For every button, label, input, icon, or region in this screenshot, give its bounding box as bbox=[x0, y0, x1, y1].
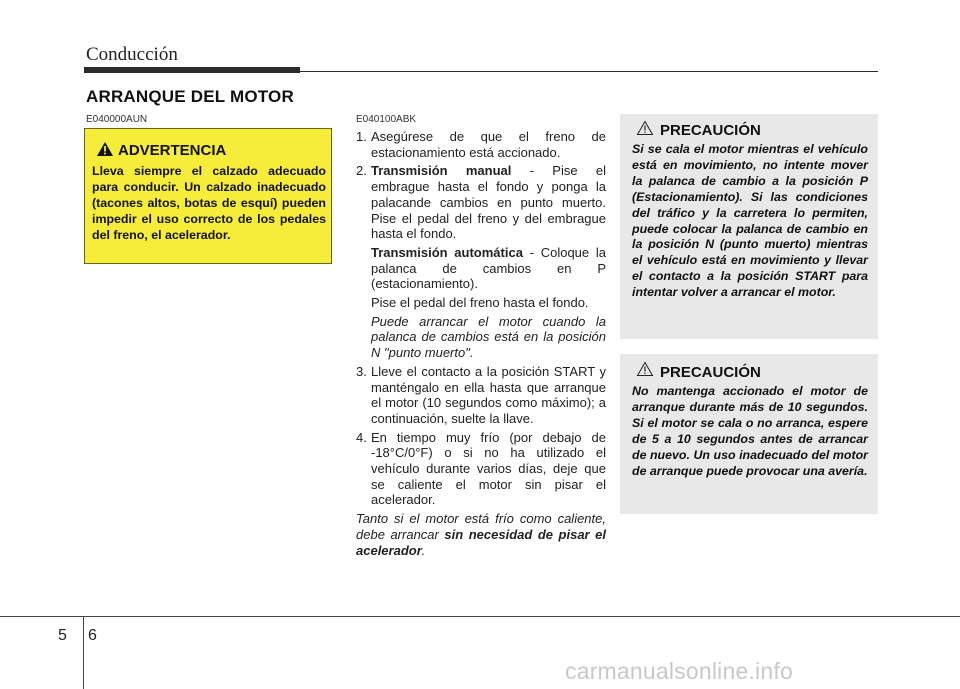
manual-transmission-label: Transmisión manual bbox=[371, 163, 512, 179]
reference-code-left: E040000AUN bbox=[86, 114, 148, 125]
warning-triangle-icon bbox=[96, 141, 114, 157]
step-number: 2. bbox=[356, 163, 367, 179]
reference-code-middle: E040100ABK bbox=[356, 114, 417, 125]
page-number: 6 bbox=[88, 627, 97, 644]
step-2 bbox=[356, 163, 606, 242]
final-note-bold: sin necesidad de pisar el acelerador bbox=[356, 526, 606, 558]
final-note bbox=[356, 511, 606, 558]
caution-body-2: No mantenga accionado el motor de arranque durante más de 10 segundos. Si el motor se cala o no arranca, espere de 5 a 10 segundos antes de arrancar de nuevo. Un uso inadecuado del motor de arranque puede provocar una avería. bbox=[632, 384, 868, 478]
caution-title-2: PRECAUCIÓN bbox=[660, 364, 761, 381]
automatic-transmission-text: - Coloque la palanca de cambios en P (estacionamiento). bbox=[371, 244, 606, 292]
step-text: Asegúrese de que el freno de estacionamiento está accionado. bbox=[371, 129, 606, 160]
automatic-transmission-label: Transmisión automática bbox=[371, 244, 523, 260]
starting-steps bbox=[356, 129, 606, 558]
footer-divider bbox=[83, 616, 84, 689]
step-text: Lleve el contacto a la posición START y manténgalo en ella hasta que arranque el motor (10 segundos como máximo); a continuación, suelte la llave. bbox=[371, 363, 606, 426]
step-1 bbox=[356, 129, 606, 160]
automatic-transmission-paragraph bbox=[371, 245, 606, 292]
step-text: En tiempo muy frío (por debajo de -18°C/0°F) o si no ha utilizado el vehículo durante varios días, deje que se caliente el motor sin pisar el acelerador. bbox=[371, 429, 606, 508]
section-title: ARRANQUE DEL MOTOR bbox=[86, 87, 294, 106]
chapter-title: Conducción bbox=[86, 44, 178, 65]
caution-triangle-icon bbox=[636, 361, 654, 377]
caution-body-1: Si se cala el motor mientras el vehículo está en movimiento, no intente mover la palanca de cambio a la posición P (Estacionamiento). Si las condiciones del tráfico y la carretera lo permiten, puede colocar la palanca de cambio en la posición N (punto muerto) mientras el vehículo está en movimiento y llevar el contacto a la posición START para intentar volver a arrancar el motor. bbox=[632, 142, 868, 300]
watermark: carmanualsonline.info bbox=[565, 658, 793, 684]
final-note-italic: Tanto si el motor está frío como caliente, debe arrancar bbox=[356, 511, 606, 542]
step-number: 3. bbox=[356, 363, 367, 379]
warning-body: Lleva siempre el calzado adecuado para conducir. Un calzado inadecuado (tacones altos, botas de esquí) pueden impedir el uso correcto de los pedales del freno, el acelerador. bbox=[92, 164, 326, 242]
warning-title: ADVERTENCIA bbox=[118, 142, 227, 159]
brake-instruction: Pise el pedal del freno hasta el fondo. bbox=[371, 295, 589, 311]
manual-transmission-text: - Pise el embrague hasta el fondo y ponga la palacande cambios en punto muerto. Pise el pedal del freno y del embrague hasta el fondo. bbox=[371, 163, 607, 242]
footer-rule bbox=[0, 616, 960, 617]
neutral-note: Puede arrancar el motor cuando la palanca de cambios está en la posición N "punto muerto". bbox=[371, 313, 606, 361]
step-text bbox=[371, 163, 606, 242]
caution-title-1: PRECAUCIÓN bbox=[660, 122, 761, 139]
step-4 bbox=[356, 430, 606, 509]
step-3 bbox=[356, 364, 606, 427]
section-number: 5 bbox=[58, 627, 67, 644]
caution-triangle-icon bbox=[636, 120, 654, 136]
step-number: 4. bbox=[356, 429, 367, 445]
header-bar bbox=[84, 67, 300, 73]
header-rule bbox=[300, 71, 878, 72]
final-note-end: . bbox=[421, 542, 426, 558]
step-number: 1. bbox=[356, 129, 367, 144]
